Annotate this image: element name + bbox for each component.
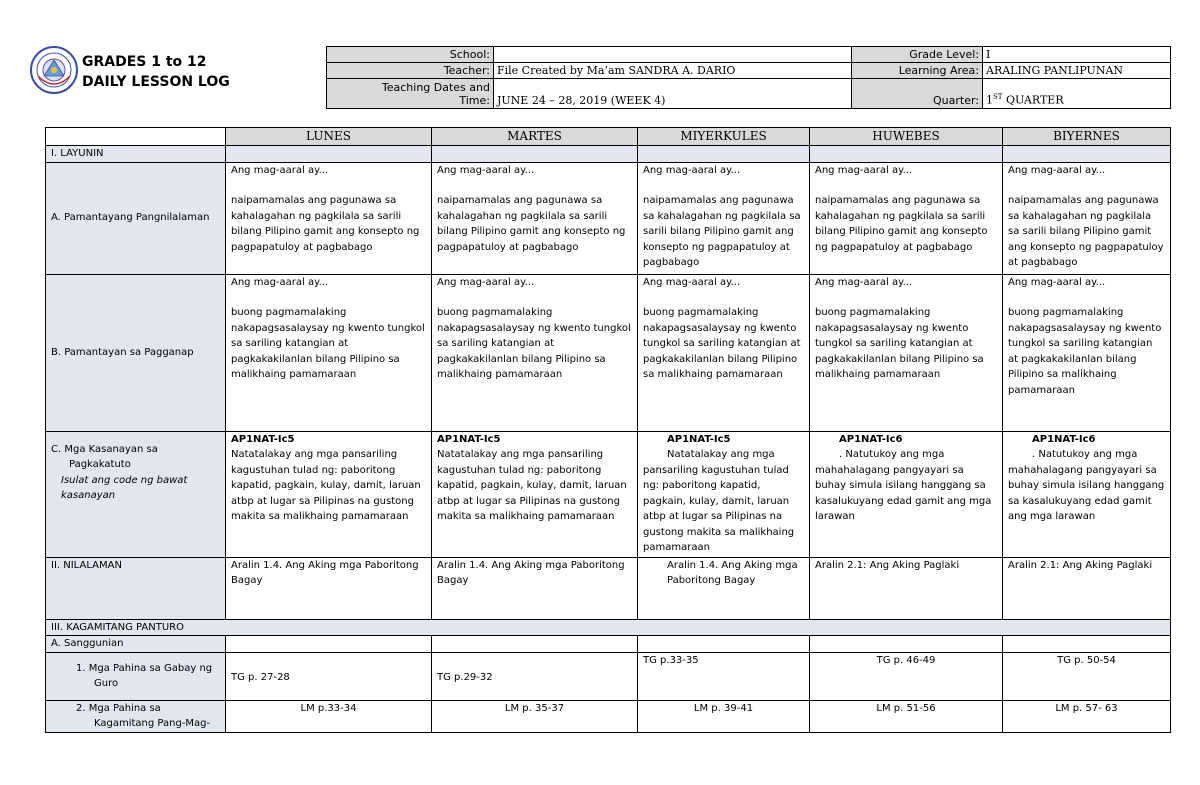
blank-cell	[1003, 146, 1171, 163]
day-header-huwebes: HUWEBES	[810, 128, 1003, 146]
pagganap-text: buong pagmamalaking nakapagsasalaysay ng kwento tungkol sa sariling katangian at pagkakakilanlan bilang Pilipino sa malikhaing pamamaraan	[231, 307, 425, 380]
kasanayan-cell-lunes[interactable]	[226, 431, 432, 557]
pamantayan-cell-martes[interactable]	[432, 162, 638, 274]
pamantayan-text: naipamamalas ang pagunawa sa kahalagahan ng pagkilala sa sarili bilang Pilipino gamit ang konsepto ng pagpapatuloy at pagbabago	[643, 195, 801, 268]
quarter-label: Quarter:	[852, 79, 983, 109]
intro-text: Ang mag-aaral ay...	[231, 164, 329, 176]
document-title	[82, 52, 230, 92]
teaching-dates-value[interactable]: JUNE 24 – 28, 2019 (WEEK 4)	[494, 79, 852, 109]
intro-text: Ang mag-aaral ay...	[643, 276, 741, 288]
kasanayan-text: Natatalakay ang mga pansariling kagustuhan tulad ng: paboritong kapatid, pagkain, kulay, damit, laruan atbp at lugar sa Pilipinas na gustong makita sa malikhaing pamamaraan	[437, 449, 627, 522]
nilalaman-cell-huwebes[interactable]: Aralin 2.1: Ang Aking Paglaki	[810, 557, 1003, 619]
kagamitan-label-line2: Kagamitang Pang-Mag-	[94, 718, 211, 729]
pagganap-cell-lunes[interactable]	[226, 274, 432, 431]
brand-line-2: DAILY LESSON LOG	[82, 74, 230, 90]
pamantayan-cell-huwebes[interactable]	[810, 162, 1003, 274]
pamantayan-cell-lunes[interactable]	[226, 162, 432, 274]
grade-level-label: Grade Level:	[852, 47, 983, 63]
intro-text: Ang mag-aaral ay...	[231, 276, 329, 288]
intro-text: Ang mag-aaral ay...	[437, 276, 535, 288]
blank-cell	[432, 146, 638, 163]
school-label: School:	[327, 47, 494, 63]
blank-cell	[638, 146, 810, 163]
header-info-table	[326, 46, 1171, 109]
intro-text: Ang mag-aaral ay...	[1008, 164, 1106, 176]
section-sanggunian: A. Sanggunian	[46, 636, 226, 653]
lm-cell-miyerkules[interactable]: LM p. 39-41	[638, 700, 810, 732]
pagganap-text: buong pagmamalaking nakapagsasalaysay ng kwento tungkol sa sariling katangian at pagkakakilanlan bilang Pilipino sa malikhaing pamamaraan	[643, 307, 801, 380]
pagganap-cell-huwebes[interactable]	[810, 274, 1003, 431]
pamantayan-cell-miyerkules[interactable]	[638, 162, 810, 274]
quarter-number: 1	[986, 94, 993, 107]
intro-text: Ang mag-aaral ay...	[815, 164, 913, 176]
day-header-lunes: LUNES	[226, 128, 432, 146]
quarter-value[interactable]	[983, 79, 1171, 109]
kasanayan-label-line1: C. Mga Kasanayan sa	[51, 443, 158, 455]
kasanayan-code: AP1NAT-Ic6	[839, 433, 903, 445]
pamantayan-text: naipamamalas ang pagunawa sa kahalagahan ng pagkilala sa sarili bilang Pilipino gamit ang konsepto ng pagpapatuloy at pagbabago	[231, 195, 420, 253]
tg-cell-miyerkules[interactable]: TG p.33-35	[638, 652, 810, 700]
row-label-kasanayan	[46, 431, 226, 557]
kasanayan-cell-biyernes[interactable]	[1003, 431, 1171, 557]
lm-cell-martes[interactable]: LM p. 35-37	[432, 700, 638, 732]
kasanayan-code: AP1NAT-Ic5	[437, 433, 501, 445]
corner-cell	[46, 128, 226, 146]
blank-cell	[226, 146, 432, 163]
blank-cell	[810, 146, 1003, 163]
pagganap-cell-martes[interactable]	[432, 274, 638, 431]
quarter-suffix-sup: ST	[993, 93, 1003, 102]
row-label-pamantayang-pangnilalaman: A. Pamantayang Pangnilalaman	[46, 162, 226, 274]
kasanayan-text: . Natutukoy ang mga mahahalagang pangyayari sa buhay simula isilang hanggang sa kasalukuyang edad gamit ang mga larawan	[1008, 449, 1165, 522]
section-layunin: I. LAYUNIN	[46, 146, 226, 163]
tg-cell-huwebes[interactable]: TG p. 46-49	[810, 652, 1003, 700]
intro-text: Ang mag-aaral ay...	[1008, 276, 1106, 288]
teaching-dates-label	[327, 79, 494, 109]
blank-cell	[810, 636, 1003, 653]
pamantayan-text: naipamamalas ang pagunawa sa kahalagahan ng pagkilala sa sarili bilang Pilipino gamit ang konsepto ng pagpapatuloy at pagbabago	[1008, 195, 1164, 268]
kasanayan-label-line2: Pagkakatuto	[69, 459, 131, 470]
day-header-martes: MARTES	[432, 128, 638, 146]
pamantayan-text: naipamamalas ang pagunawa sa kahalagahan ng pagkilala sa sarili bilang Pilipino gamit ang konsepto ng pagpapatuloy at pagbabago	[815, 195, 988, 253]
section-kagamitang-panturo: III. KAGAMITANG PANTURO	[46, 619, 1171, 636]
grade-level-value[interactable]: I	[983, 47, 1171, 63]
pamantayan-cell-biyernes[interactable]	[1003, 162, 1171, 274]
intro-text: Ang mag-aaral ay...	[437, 164, 535, 176]
kasanayan-text: Natatalakay ang mga pansariling kagustuhan tulad ng: paboritong kapatid, pagkain, kulay, damit, laruan atbp at lugar sa Pilipinas na gustong makita sa malikhaing pamamaraan	[231, 449, 421, 522]
tg-cell-martes[interactable]: TG p.29-32	[432, 652, 638, 700]
intro-text: Ang mag-aaral ay...	[815, 276, 913, 288]
row-label-gabay-guro	[46, 652, 226, 700]
intro-text: Ang mag-aaral ay...	[643, 164, 741, 176]
lm-cell-biyernes[interactable]: LM p. 57- 63	[1003, 700, 1171, 732]
tg-cell-lunes[interactable]: TG p. 27-28	[226, 652, 432, 700]
blank-cell	[432, 636, 638, 653]
nilalaman-cell-lunes[interactable]: Aralin 1.4. Ang Aking mga Paboritong Bagay	[226, 557, 432, 619]
pagganap-text: buong pagmamalaking nakapagsasalaysay ng kwento tungkol sa sariling katangian at pagkakakilanlan bilang Pilipino sa malikhaing pamamaraan	[815, 307, 984, 380]
gabay-label-line2: Guro	[94, 678, 119, 689]
kasanayan-code: AP1NAT-Ic6	[1032, 433, 1096, 445]
pamantayan-text: naipamamalas ang pagunawa sa kahalagahan ng pagkilala sa sarili bilang Pilipino gamit ang konsepto ng pagpapatuloy at pagbabago	[437, 195, 626, 253]
kagamitan-label-line1: 2. Mga Pahina sa	[76, 702, 161, 714]
kasanayan-note: Isulat ang code ng bawat kasanayan	[61, 474, 188, 501]
blank-cell	[226, 636, 432, 653]
blank-cell	[638, 636, 810, 653]
school-value[interactable]	[494, 47, 852, 63]
lm-cell-huwebes[interactable]: LM p. 51-56	[810, 700, 1003, 732]
kasanayan-code: AP1NAT-Ic5	[667, 433, 731, 445]
nilalaman-cell-miyerkules[interactable]: Aralin 1.4. Ang Aking mga Paboritong Bagay	[638, 557, 810, 619]
nilalaman-cell-biyernes[interactable]: Aralin 2.1: Ang Aking Paglaki	[1003, 557, 1171, 619]
kasanayan-cell-huwebes[interactable]	[810, 431, 1003, 557]
pagganap-text: buong pagmamalaking nakapagsasalaysay ng kwento tungkol sa sariling katangian at pagkakakilanlan bilang Pilipino sa malikhaing pamamaraan	[1008, 307, 1162, 396]
kasanayan-cell-miyerkules[interactable]	[638, 431, 810, 557]
kasanayan-cell-martes[interactable]	[432, 431, 638, 557]
deped-seal-icon	[30, 46, 78, 94]
gabay-label-line1: 1. Mga Pahina sa Gabay ng	[76, 662, 213, 674]
teacher-value[interactable]: File Created by Ma’am SANDRA A. DARIO	[494, 63, 852, 79]
learning-area-value[interactable]: ARALING PANLIPUNAN	[983, 63, 1171, 79]
row-label-kagamitang-pang-mag-aaral	[46, 700, 226, 732]
blank-cell	[1003, 636, 1171, 653]
kasanayan-code: AP1NAT-Ic5	[231, 433, 295, 445]
row-label-pamantayan-sa-pagganap: B. Pamantayan sa Pagganap	[46, 274, 226, 431]
teacher-label: Teacher:	[327, 63, 494, 79]
quarter-suffix: QUARTER	[1002, 94, 1064, 107]
brand-line-1: GRADES 1 to 12	[82, 54, 207, 70]
pagganap-cell-miyerkules[interactable]	[638, 274, 810, 431]
day-header-miyerkules: MIYERKULES	[638, 128, 810, 146]
lesson-log-table	[45, 127, 1171, 733]
pagganap-text: buong pagmamalaking nakapagsasalaysay ng kwento tungkol sa sariling katangian at pagkakakilanlan bilang Pilipino sa malikhaing pamamaraan	[437, 307, 631, 380]
nilalaman-cell-martes[interactable]: Aralin 1.4. Ang Aking mga Paboritong Bagay	[432, 557, 638, 619]
pagganap-cell-biyernes[interactable]	[1003, 274, 1171, 431]
kasanayan-text: Natatalakay ang mga pansariling kagustuhan tulad ng: paboritong kapatid, pagkain, kulay, damit, laruan atbp at lugar sa Pilipinas na gustong makita sa malikhaing pamamaraan	[643, 449, 795, 553]
day-header-biyernes: BIYERNES	[1003, 128, 1171, 146]
learning-area-label: Learning Area:	[852, 63, 983, 79]
lm-cell-lunes[interactable]: LM p.33-34	[226, 700, 432, 732]
section-nilalaman: II. NILALAMAN	[46, 557, 226, 619]
teaching-dates-label-line2: Time:	[459, 94, 490, 107]
kasanayan-text: . Natutukoy ang mga mahahalagang pangyayari sa buhay simula isilang hanggang sa kasalukuyang edad gamit ang mga larawan	[815, 449, 992, 522]
teaching-dates-label-line1: Teaching Dates and	[381, 81, 490, 94]
tg-cell-biyernes[interactable]: TG p. 50-54	[1003, 652, 1171, 700]
